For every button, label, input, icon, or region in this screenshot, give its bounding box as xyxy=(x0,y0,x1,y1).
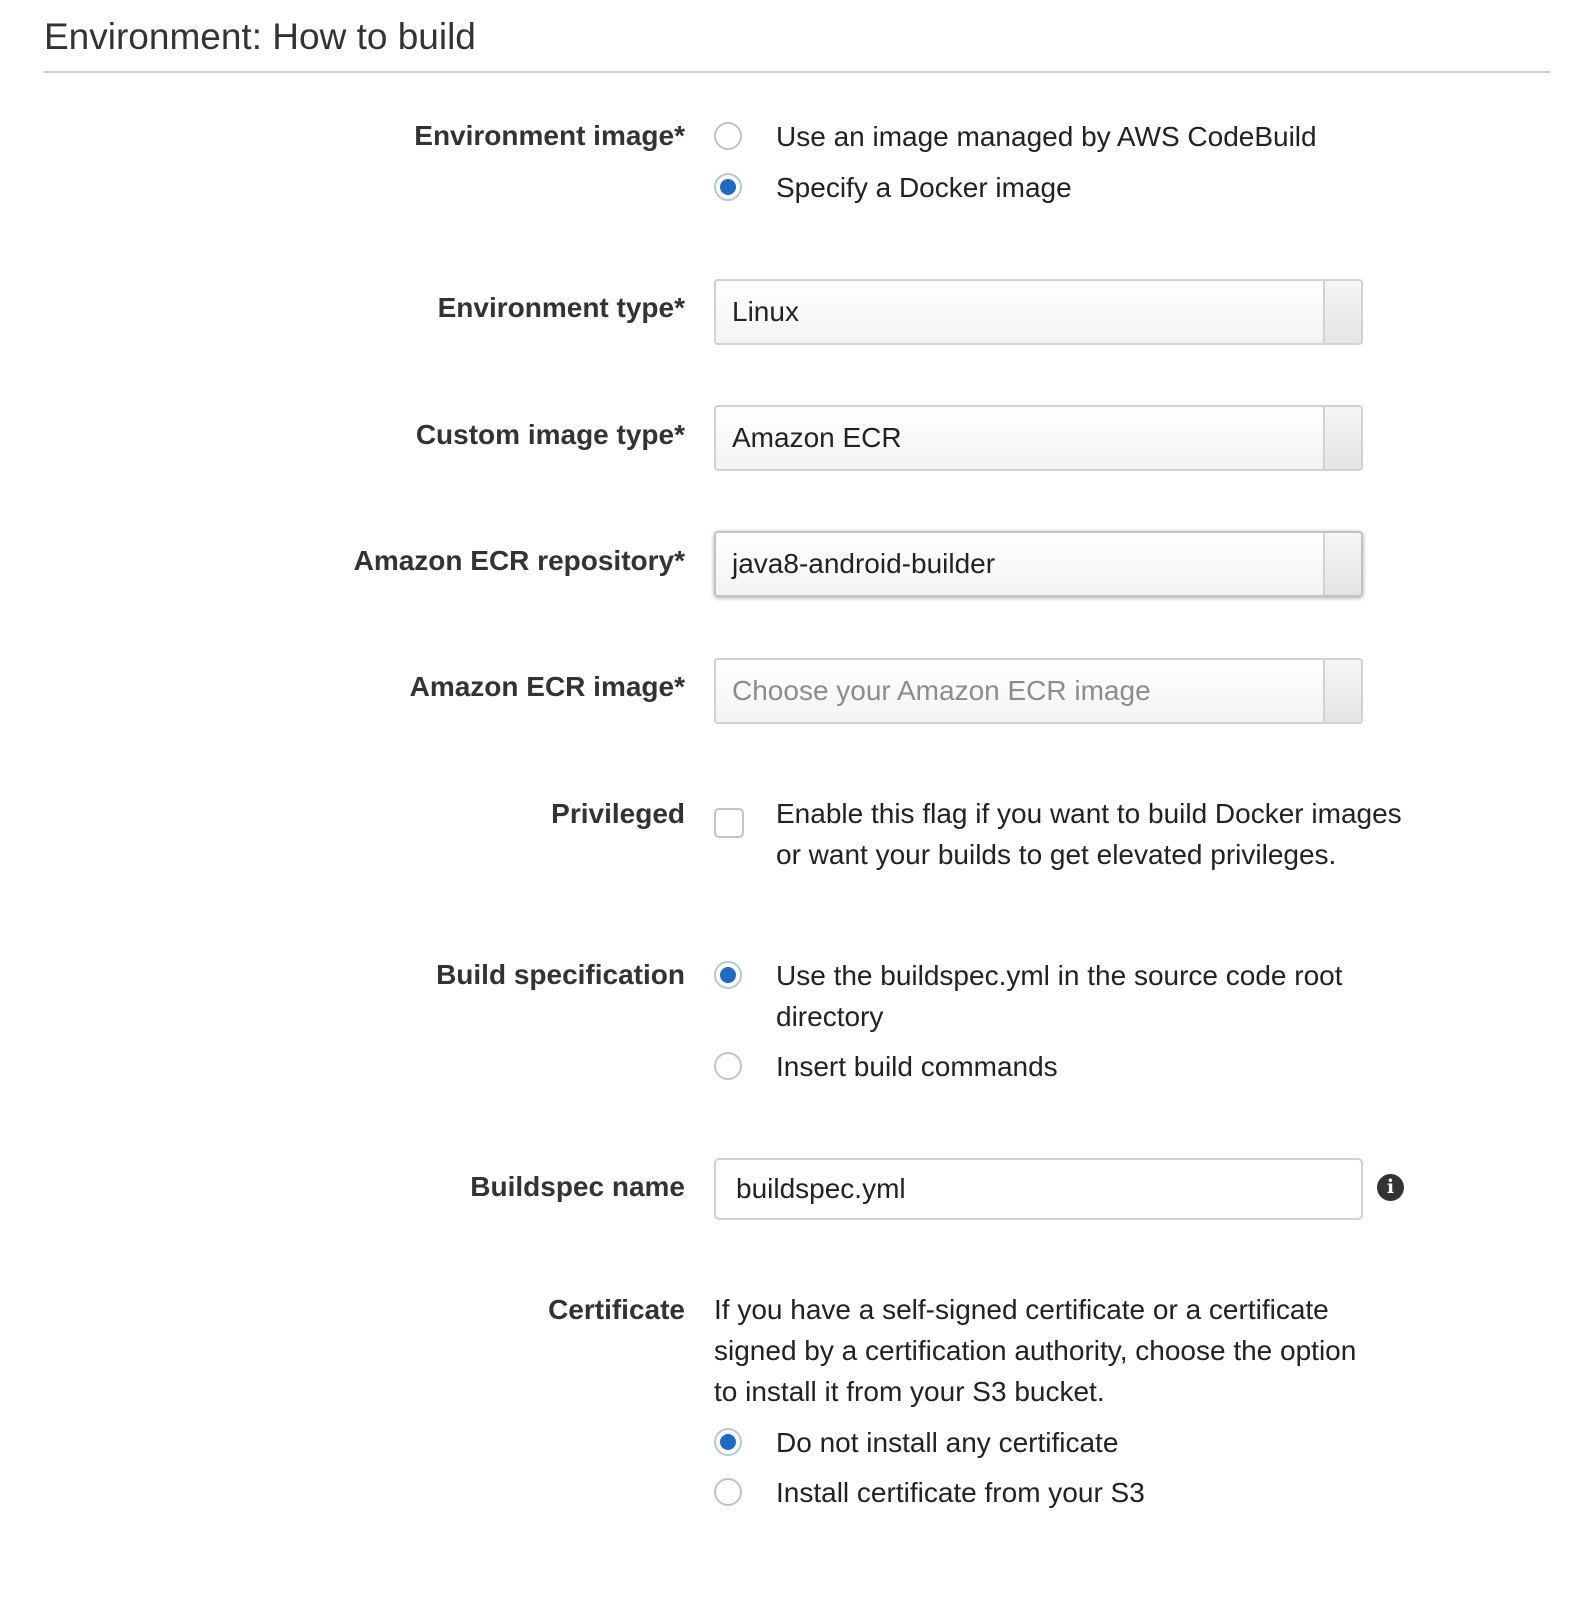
ecr-repository-dropdown-handle[interactable] xyxy=(1323,533,1361,595)
buildspec-name-input[interactable] xyxy=(714,1158,1363,1220)
certificate-description-line2: signed by a certification authority, choose the option xyxy=(714,1335,1357,1366)
privileged-description-line2: or want your builds to get elevated privileges. xyxy=(776,839,1337,870)
ecr-image-label: Amazon ECR image* xyxy=(409,671,685,702)
privileged-checkbox[interactable] xyxy=(714,808,744,838)
radio-use-buildspec[interactable] xyxy=(714,961,742,989)
build-specification-label: Build specification xyxy=(436,959,685,990)
radio-certificate-from-s3[interactable] xyxy=(714,1478,742,1506)
certificate-description-line1: If you have a self-signed certificate or a certificate xyxy=(714,1294,1329,1325)
privileged-label: Privileged xyxy=(551,798,685,829)
radio-docker-image-label[interactable]: Specify a Docker image xyxy=(776,172,1072,203)
environment-type-value: Linux xyxy=(732,296,799,327)
radio-managed-image-label[interactable]: Use an image managed by AWS CodeBuild xyxy=(776,121,1317,152)
certificate-label: Certificate xyxy=(548,1294,685,1325)
certificate-description-line3: to install it from your S3 bucket. xyxy=(714,1376,1105,1407)
custom-image-type-dropdown-handle[interactable] xyxy=(1323,407,1361,469)
ecr-image-dropdown-handle[interactable] xyxy=(1323,660,1361,722)
section-divider xyxy=(44,71,1550,73)
environment-type-dropdown-handle[interactable] xyxy=(1323,281,1361,343)
environment-type-label: Environment type* xyxy=(437,292,685,323)
custom-image-type-value: Amazon ECR xyxy=(732,422,902,453)
environment-type-select[interactable] xyxy=(714,279,1363,345)
radio-managed-image[interactable] xyxy=(714,122,742,150)
custom-image-type-label: Custom image type* xyxy=(415,419,685,450)
privileged-description-line1: Enable this flag if you want to build Docker images xyxy=(776,798,1402,829)
info-icon[interactable]: i xyxy=(1377,1174,1404,1201)
radio-docker-image[interactable] xyxy=(714,173,742,201)
radio-insert-build-commands-label[interactable]: Insert build commands xyxy=(776,1051,1058,1082)
custom-image-type-select[interactable] xyxy=(714,405,1363,471)
radio-no-certificate-label[interactable]: Do not install any certificate xyxy=(776,1427,1119,1458)
ecr-image-placeholder: Choose your Amazon ECR image xyxy=(732,675,1151,706)
ecr-repository-value: java8-android-builder xyxy=(732,548,996,579)
ecr-repository-select[interactable] xyxy=(714,531,1363,597)
section-title: Environment: How to build xyxy=(44,16,476,57)
radio-use-buildspec-label-line1[interactable]: Use the buildspec.yml in the source code root xyxy=(776,960,1343,991)
ecr-image-select[interactable] xyxy=(714,658,1363,724)
radio-use-buildspec-label-line2[interactable]: directory xyxy=(776,1001,884,1032)
ecr-repository-label: Amazon ECR repository* xyxy=(353,545,685,576)
buildspec-name-label: Buildspec name xyxy=(470,1171,685,1202)
radio-insert-build-commands[interactable] xyxy=(714,1052,742,1080)
certificate-description xyxy=(714,1289,1374,1412)
radio-certificate-from-s3-label[interactable]: Install certificate from your S3 xyxy=(776,1477,1145,1508)
environment-image-label: Environment image* xyxy=(414,120,685,151)
radio-no-certificate[interactable] xyxy=(714,1428,742,1456)
